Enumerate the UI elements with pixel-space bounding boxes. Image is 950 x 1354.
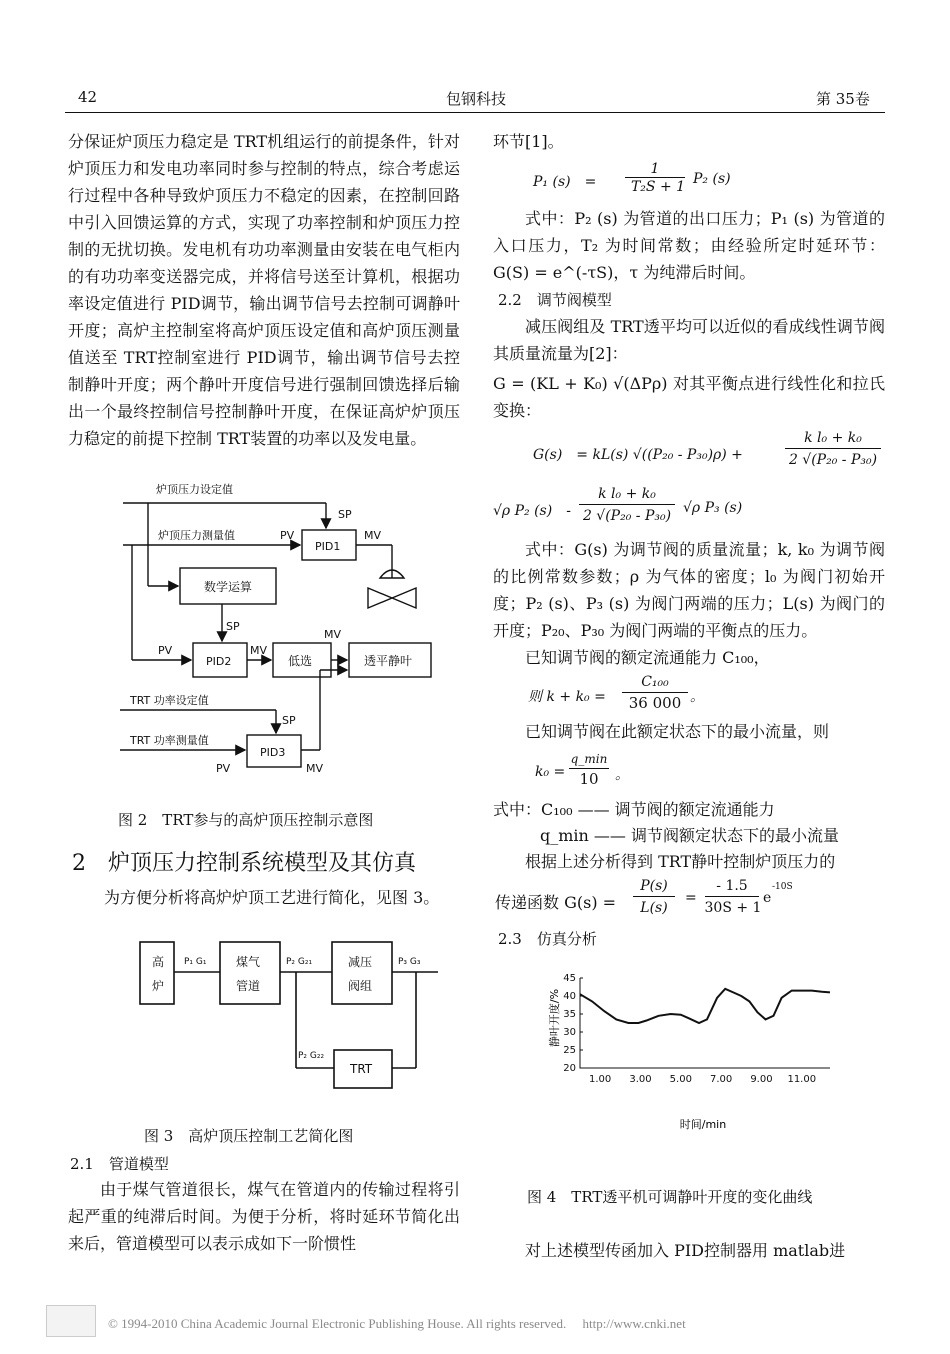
fig3-relief-1: 减压 bbox=[348, 955, 373, 969]
formula-k bbox=[528, 674, 728, 714]
subsection-2-1-title: 2.1 管道模型 bbox=[70, 1155, 169, 1173]
where-c100: 式中：C₁₀₀ —— 调节阀的额定流通能力 bbox=[493, 800, 775, 819]
fig2-pv-2: PV bbox=[158, 644, 173, 657]
figure2-caption: 图 2 TRT参与的高炉顶压控制示意图 bbox=[118, 811, 374, 829]
formula-k-num: C₁₀₀ bbox=[641, 674, 669, 690]
page-number: 42 bbox=[78, 88, 98, 106]
formula-gs-num1: k l₀ + k₀ bbox=[804, 430, 862, 446]
journal-name: 包钢科技 bbox=[446, 90, 507, 108]
formula-k-tail: 。 bbox=[690, 689, 704, 705]
fig2-pv-1: PV bbox=[280, 529, 295, 542]
fig2-power-setpoint: TRT 功率设定值 bbox=[130, 694, 209, 707]
formula-gs-line1: G(s) = kL(s) √((P₂₀ - P₃₀)ρ) + bbox=[533, 447, 743, 463]
formula-k-den: 36 000 bbox=[628, 694, 682, 712]
chart-x-tick-label: 11.00 bbox=[787, 1074, 817, 1085]
rated-capacity: 已知调节阀的额定流通能力 C₁₀₀， bbox=[525, 648, 770, 667]
formula-k0 bbox=[535, 752, 735, 792]
formula-transfer-lead: 传递函数 G(s) = bbox=[495, 893, 617, 912]
formula-k0-num: q_min bbox=[570, 752, 608, 766]
fig2-mv-2: MV bbox=[250, 644, 268, 657]
formula-gs-line2: √ρ P₂ (s) - bbox=[493, 503, 571, 519]
flow-equation: G = (KL + K₀) √(ΔPρ) 对其平衡点进行线性化和拉氏变换： bbox=[493, 374, 885, 420]
transfer-intro: 根据上述分析得到 TRT静叶控制炉顶压力的 bbox=[525, 852, 836, 871]
fig2-sp-1: SP bbox=[338, 508, 352, 521]
formula-valve-linear bbox=[493, 430, 885, 530]
section2-intro: 为方便分析将高炉炉顶工艺进行简化，见图 3。 bbox=[104, 888, 440, 907]
min-flow-text: 已知调节阀在此额定状态下的最小流量，则 bbox=[525, 722, 830, 741]
chart-series-line bbox=[580, 989, 830, 1023]
chart-y-tick-label: 45 bbox=[563, 973, 576, 984]
formula-k-lhs: 则 k + k₀ = bbox=[528, 689, 606, 705]
fig2-math: 数学运算 bbox=[204, 580, 253, 594]
fig2-pv-3: PV bbox=[216, 762, 231, 775]
chart-y-axis-label: 静叶开度/% bbox=[548, 988, 561, 1048]
figure4-line-chart bbox=[540, 960, 840, 1140]
section2-title: 2 炉顶压力控制系统模型及其仿真 bbox=[72, 851, 416, 876]
fig2-mv-4: MV bbox=[306, 762, 324, 775]
chart-x-tick-label: 7.00 bbox=[709, 1074, 733, 1085]
fig2-pressure-setpoint: 炉顶压力设定值 bbox=[156, 483, 233, 496]
fig3-trt: TRT bbox=[350, 1062, 373, 1076]
formula-transfer-eq: = bbox=[685, 890, 697, 906]
formula-pipe-lhs: P₁ (s) = bbox=[533, 174, 597, 190]
formula-gs-den2: 2 √(P₂₀ - P₃₀) bbox=[582, 508, 672, 524]
formula-gs-den1: 2 √(P₂₀ - P₃₀) bbox=[788, 452, 878, 468]
intro-paragraph: 分保证炉顶压力稳定是 TRT机组运行的前提条件，针对炉顶压力和发电功率同时参与控制的特点，综合考虑运行过程中各种导致炉顶压力不稳定的因素，在控制回路中引入回馈运算的方式，实现了功率控制和炉顶压力控制的无扰切换。发电机有功功率测量由安装在电气柜内的有功功率变送器完成，并将信号送至计算机，根据功率设定值进行 PID调节，输出调节信号去控制可调静叶开度；高炉主控制室将高炉顶压设定值和高炉顶压测量值送至 TRT控制室进行 PID调节，输出调节信号去控制静叶开度；两个静叶开度信号进行强制回馈选择后输出一个最终控制信号控制静叶开度，在保证高炉炉顶压力稳定的前提下控制 TRT装置的功率以及发电量。 bbox=[68, 132, 460, 448]
fig2-vane: 透平静叶 bbox=[364, 654, 413, 668]
formula-gs-line2b: √ρ P₃ (s) bbox=[683, 500, 743, 516]
fig2-power-measured: TRT 功率测量值 bbox=[130, 734, 209, 747]
formula-pipe-num: 1 bbox=[650, 161, 660, 177]
fig3-p2g22: P₂ G₂₂ bbox=[298, 1051, 325, 1061]
figure2-control-diagram bbox=[68, 478, 468, 778]
fig2-pressure-measured: 炉顶压力测量值 bbox=[158, 529, 235, 542]
copyright-footer: © 1994-2010 China Academic Journal Electronic Publishing House. All rights reserved. http://www.cnki.net bbox=[108, 1316, 686, 1331]
fig3-p1g1: P₁ G₁ bbox=[184, 957, 207, 967]
volume-number: 第 35卷 bbox=[816, 90, 870, 108]
chart-y-tick-label: 35 bbox=[563, 1009, 576, 1020]
where-qmin: q_min —— 调节阀额定状态下的最小流量 bbox=[540, 826, 840, 845]
fig2-pid1: PID1 bbox=[315, 540, 341, 553]
formula-k0-den: 10 bbox=[579, 770, 599, 788]
fig3-p2g21: P₂ G₂₁ bbox=[286, 957, 313, 967]
fig2-sp-2: SP bbox=[226, 620, 240, 633]
fig3-furnace-2: 炉 bbox=[152, 979, 165, 993]
chart-y-tick-label: 30 bbox=[563, 1027, 576, 1038]
fig2-sp-3: SP bbox=[282, 714, 296, 727]
formula-transfer-exp-power: -10S bbox=[772, 882, 793, 892]
right-cont-text: 环节[1]。 bbox=[493, 132, 564, 151]
figure3-caption: 图 3 高炉顶压控制工艺简化图 bbox=[144, 1127, 354, 1145]
formula-transfer-exp: e bbox=[763, 890, 772, 906]
fig3-relief-2: 阀组 bbox=[348, 979, 373, 993]
fig2-low-select: 低选 bbox=[288, 654, 313, 668]
fig3-furnace-1: 高 bbox=[152, 955, 165, 969]
chart-x-tick-label: 9.00 bbox=[750, 1074, 773, 1085]
fig2-mv-1: MV bbox=[364, 529, 382, 542]
closing-text: 对上述模型传函加入 PID控制器用 matlab进 bbox=[525, 1241, 846, 1260]
chart-x-tick-label: 3.00 bbox=[629, 1074, 652, 1085]
formula-transfer-num1: P(s) bbox=[640, 878, 668, 894]
chart-y-tick-label: 40 bbox=[563, 991, 576, 1002]
formula-pipe bbox=[533, 161, 853, 195]
subsection-2-1-text: 由于煤气管道很长，煤气在管道内的传输过程将引起严重的纯滞后时间。为便于分析，将时延环节简化出来后，管道模型可以表示成如下一阶惯性 bbox=[68, 1180, 460, 1253]
formula-transfer-den2: 30S + 1 bbox=[704, 900, 762, 916]
formula-transfer-den1: L(s) bbox=[640, 900, 668, 916]
fig2-pid3: PID3 bbox=[260, 746, 286, 759]
fig3-p3g3: P₃ G₃ bbox=[398, 957, 421, 967]
chart-x-tick-label: 1.00 bbox=[589, 1074, 612, 1085]
fig2-mv-3: MV bbox=[324, 628, 342, 641]
fig3-gas-2: 管道 bbox=[236, 979, 261, 993]
formula-gs-num2: k l₀ + k₀ bbox=[598, 486, 656, 502]
fig3-gas-1: 煤气 bbox=[236, 955, 261, 969]
figure3-process-diagram bbox=[128, 930, 448, 1106]
formula-pipe-den: T₂S + 1 bbox=[630, 179, 686, 195]
formula-k0-lhs: k₀ = bbox=[535, 764, 566, 780]
chart-x-tick-label: 5.00 bbox=[669, 1074, 692, 1085]
chart-y-tick-label: 25 bbox=[563, 1045, 576, 1056]
cnki-logo bbox=[46, 1305, 96, 1337]
valve-intro: 减压阀组及 TRT透平均可以近似的看成线性调节阀其质量流量为[2]： bbox=[493, 317, 885, 363]
subsection-2-2-title: 2.2 调节阀模型 bbox=[498, 291, 612, 309]
subsection-2-3-title: 2.3 仿真分析 bbox=[498, 930, 597, 948]
chart-y-tick-label: 20 bbox=[563, 1063, 576, 1074]
formula-k0-tail: 。 bbox=[615, 767, 629, 783]
formula-transfer-num2: - 1.5 bbox=[716, 878, 748, 894]
pipe-explanation: 式中：P₂ (s) 为管道的出口压力；P₁ (s) 为管道的入口压力，T₂ 为时间常数；由经验所定时延环节：G(S) = e^(-τS)，τ 为纯滞后时间。 bbox=[493, 209, 885, 282]
formula-pipe-rhs: P₂ (s) bbox=[693, 171, 731, 187]
chart-x-axis-label: 时间/min bbox=[679, 1118, 727, 1131]
figure4-caption: 图 4 TRT透平机可调静叶开度的变化曲线 bbox=[527, 1188, 813, 1206]
fig2-pid2: PID2 bbox=[206, 655, 232, 668]
formula-transfer bbox=[495, 876, 875, 920]
header-rule bbox=[65, 112, 885, 113]
valve-explanation: 式中：G(s) 为调节阀的质量流量；k, k₀ 为调节阀的比例常数参数；ρ 为气体的密度；l₀ 为阀门初始开度；P₂ (s)、P₃ (s) 为阀门两端的压力；L(s) 为阀门的开度；P₂₀、P₃₀ 为阀门两端的平衡点的压力。 bbox=[493, 540, 885, 640]
